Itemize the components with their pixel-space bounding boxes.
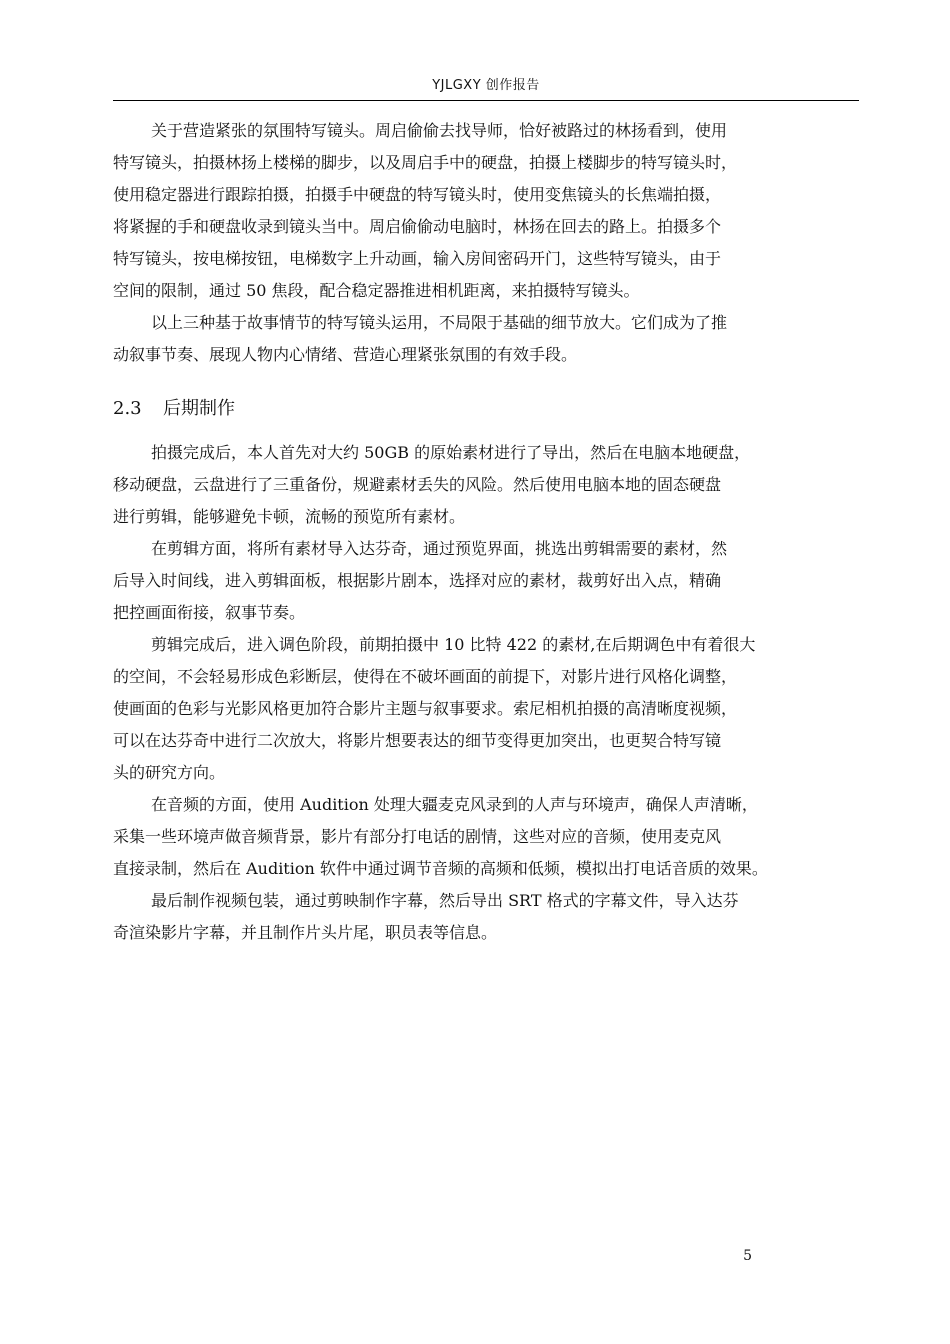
text-line: 特写镜头，拍摄林扬上楼梯的脚步，以及周启手中的硬盘，拍摄上楼脚步的特写镜头时， xyxy=(113,153,738,172)
section-number: 2.3 xyxy=(113,398,142,419)
section-heading xyxy=(113,391,859,427)
paragraph-editing xyxy=(113,533,859,629)
text-line: 在音频的方面，使用 Audition 处理大疆麦克风录到的人声与环境声，确保人声清晰， xyxy=(151,795,758,814)
text-line: 直接录制，然后在 Audition 软件中通过调节音频的高频和低频，模拟出打电话音质的效果。 xyxy=(113,859,768,878)
text-line: 关于营造紧张的氛围特写镜头。周启偷偷去找导师，恰好被路过的林扬看到，使用 xyxy=(151,121,728,140)
page-number: 5 xyxy=(743,1248,752,1264)
text-line: 可以在达芬奇中进行二次放大，将影片想要表达的细节变得更加突出，也更契合特写镜 xyxy=(113,731,722,750)
text-line: 移动硬盘，云盘进行了三重备份，规避素材丢失的风险。然后使用电脑本地的固态硬盘 xyxy=(113,475,722,494)
text-line: 拍摄完成后，本人首先对大约 50GB 的原始素材进行了导出，然后在电脑本地硬盘， xyxy=(151,443,751,462)
text-line: 采集一些环境声做音频背景，影片有部分打电话的剧情，这些对应的音频，使用麦克风 xyxy=(113,827,722,846)
paragraph-color-grading xyxy=(113,629,859,789)
text-line: 空间的限制，通过 50 焦段，配合稳定器推进相机距离，来拍摄特写镜头。 xyxy=(113,281,640,300)
text-line: 把控画面衔接，叙事节奏。 xyxy=(113,603,306,622)
paragraph-audio xyxy=(113,789,859,885)
paragraph-closeup-tension xyxy=(113,115,859,307)
header-rule xyxy=(113,100,859,101)
text-line: 后导入时间线，进入剪辑面板，根据影片剧本，选择对应的素材，裁剪好出入点，精确 xyxy=(113,571,722,590)
paragraph-backup xyxy=(113,437,859,533)
text-line: 的空间，不会轻易形成色彩断层，使得在不破坏画面的前提下，对影片进行风格化调整， xyxy=(113,667,738,686)
text-line: 动叙事节奏、展现人物内心情绪、营造心理紧张氛围的有效手段。 xyxy=(113,345,578,364)
text-line: 特写镜头，按电梯按钮，电梯数字上升动画，输入房间密码开门，这些特写镜头，由于 xyxy=(113,249,722,268)
text-line: 以上三种基于故事情节的特写镜头运用，不局限于基础的细节放大。它们成为了推 xyxy=(151,313,728,332)
text-line: 将紧握的手和硬盘收录到镜头当中。周启偷偷动电脑时，林扬在回去的路上。拍摄多个 xyxy=(113,217,722,236)
text-line: 进行剪辑，能够避免卡顿，流畅的预览所有素材。 xyxy=(113,507,466,526)
text-line: 剪辑完成后，进入调色阶段，前期拍摄中 10 比特 422 的素材,在后期调色中有着很大 xyxy=(151,635,756,654)
document-body xyxy=(113,115,859,949)
text-line: 奇渲染影片字幕，并且制作片头片尾，职员表等信息。 xyxy=(113,923,498,942)
text-line: 使画面的色彩与光影风格更加符合影片主题与叙事要求。索尼相机拍摄的高清晰度视频， xyxy=(113,699,738,718)
paragraph-summary xyxy=(113,307,859,371)
paragraph-packaging xyxy=(113,885,859,949)
section-title: 后期制作 xyxy=(163,398,235,419)
text-line: 使用稳定器进行跟踪拍摄，拍摄手中硬盘的特写镜头时，使用变焦镜头的长焦端拍摄， xyxy=(113,185,722,204)
text-line: 在剪辑方面，将所有素材导入达芬奇，通过预览界面，挑选出剪辑需要的素材，然 xyxy=(151,539,728,558)
running-header: YJLGXY 创作报告 xyxy=(432,78,540,93)
text-line: 头的研究方向。 xyxy=(113,763,226,782)
text-line: 最后制作视频包装，通过剪映制作字幕，然后导出 SRT 格式的字幕文件，导入达芬 xyxy=(151,891,739,910)
